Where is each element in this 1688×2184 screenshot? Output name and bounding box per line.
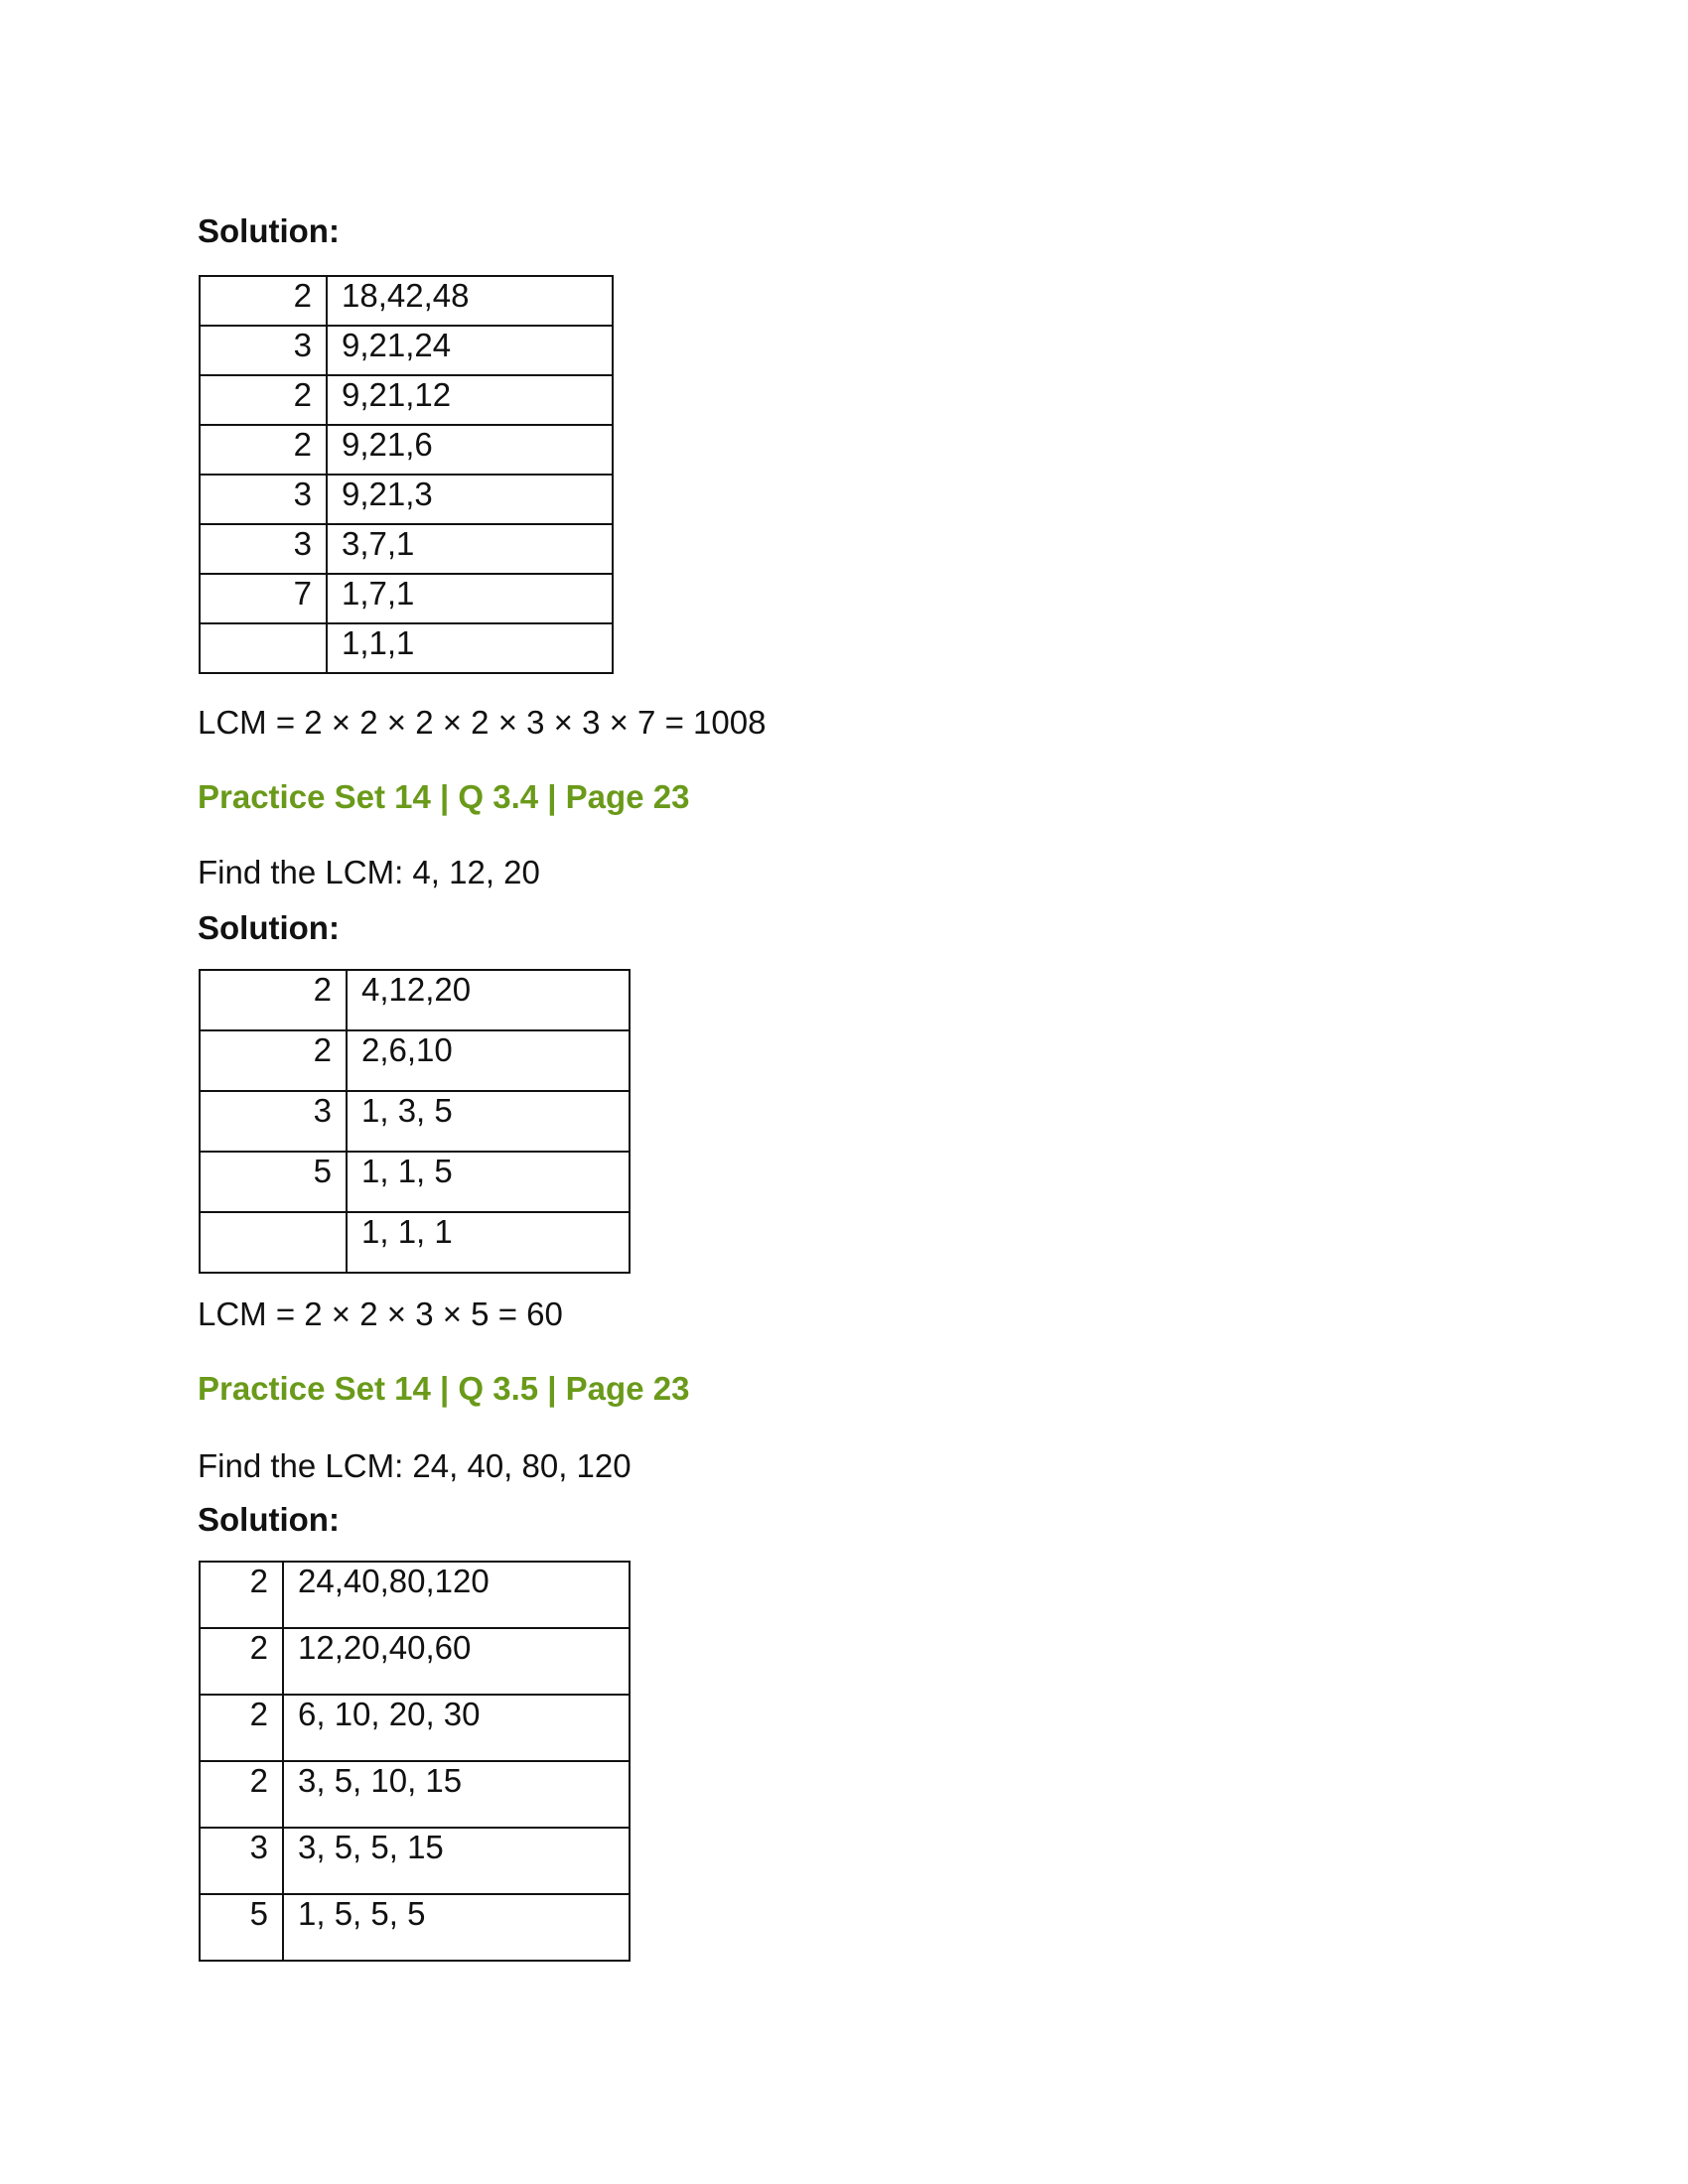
solution-label: Solution: [198, 909, 340, 946]
values-cell: 1,1,1 [327, 623, 613, 673]
divisor-cell: 3 [200, 475, 327, 524]
values-cell: 1, 3, 5 [347, 1091, 630, 1152]
table-row [200, 1152, 630, 1212]
divisor-cell: 2 [200, 1030, 347, 1091]
divisor-cell: 2 [200, 1562, 283, 1628]
values-cell: 2,6,10 [347, 1030, 630, 1091]
table-row [200, 1761, 630, 1828]
divisor-cell: 5 [200, 1894, 283, 1961]
solution-label: Solution: [198, 212, 340, 249]
table-row [200, 524, 613, 574]
divisor-cell: 2 [200, 970, 347, 1030]
values-cell: 1, 1, 1 [347, 1212, 630, 1273]
table-row [200, 276, 613, 326]
divisor-cell: 3 [200, 1091, 347, 1152]
values-cell: 9,21,6 [327, 425, 613, 475]
divisor-cell: 3 [200, 524, 327, 574]
values-cell: 1,7,1 [327, 574, 613, 623]
question-text: Find the LCM: 24, 40, 80, 120 [198, 1447, 632, 1484]
values-cell: 1, 1, 5 [347, 1152, 630, 1212]
table-row [200, 574, 613, 623]
section-heading: Practice Set 14 | Q 3.4 | Page 23 [198, 778, 690, 815]
values-cell: 4,12,20 [347, 970, 630, 1030]
values-cell: 9,21,12 [327, 375, 613, 425]
table-row [200, 1894, 630, 1961]
divisor-cell: 2 [200, 375, 327, 425]
table-row [200, 326, 613, 375]
table-row [200, 1695, 630, 1761]
table-row [200, 970, 630, 1030]
values-cell: 18,42,48 [327, 276, 613, 326]
table-row [200, 1628, 630, 1695]
table-row [200, 1212, 630, 1273]
divisor-cell: 3 [200, 1828, 283, 1894]
question-text: Find the LCM: 4, 12, 20 [198, 854, 540, 890]
values-cell: 1, 5, 5, 5 [283, 1894, 630, 1961]
lcm-result: LCM = 2 × 2 × 2 × 2 × 3 × 3 × 7 = 1008 [198, 704, 767, 741]
values-cell: 3,7,1 [327, 524, 613, 574]
values-cell: 24,40,80,120 [283, 1562, 630, 1628]
table-row [200, 425, 613, 475]
divisor-cell [200, 1212, 347, 1273]
divisor-cell [200, 623, 327, 673]
table-row [200, 475, 613, 524]
table-row [200, 1562, 630, 1628]
table-row [200, 1030, 630, 1091]
divisor-cell: 3 [200, 326, 327, 375]
table-row [200, 623, 613, 673]
values-cell: 3, 5, 10, 15 [283, 1761, 630, 1828]
solution-label: Solution: [198, 1501, 340, 1538]
values-cell: 12,20,40,60 [283, 1628, 630, 1695]
table-row [200, 1828, 630, 1894]
division-table-3 [199, 1561, 631, 1962]
divisor-cell: 2 [200, 276, 327, 326]
divisor-cell: 5 [200, 1152, 347, 1212]
divisor-cell: 2 [200, 1628, 283, 1695]
divisor-cell: 2 [200, 1761, 283, 1828]
divisor-cell: 7 [200, 574, 327, 623]
section-heading: Practice Set 14 | Q 3.5 | Page 23 [198, 1370, 690, 1407]
lcm-result: LCM = 2 × 2 × 3 × 5 = 60 [198, 1296, 563, 1332]
values-cell: 3, 5, 5, 15 [283, 1828, 630, 1894]
values-cell: 9,21,24 [327, 326, 613, 375]
divisor-cell: 2 [200, 1695, 283, 1761]
divisor-cell: 2 [200, 425, 327, 475]
division-table-1 [199, 275, 614, 674]
table-row [200, 1091, 630, 1152]
values-cell: 6, 10, 20, 30 [283, 1695, 630, 1761]
table-row [200, 375, 613, 425]
values-cell: 9,21,3 [327, 475, 613, 524]
division-table-2 [199, 969, 631, 1274]
